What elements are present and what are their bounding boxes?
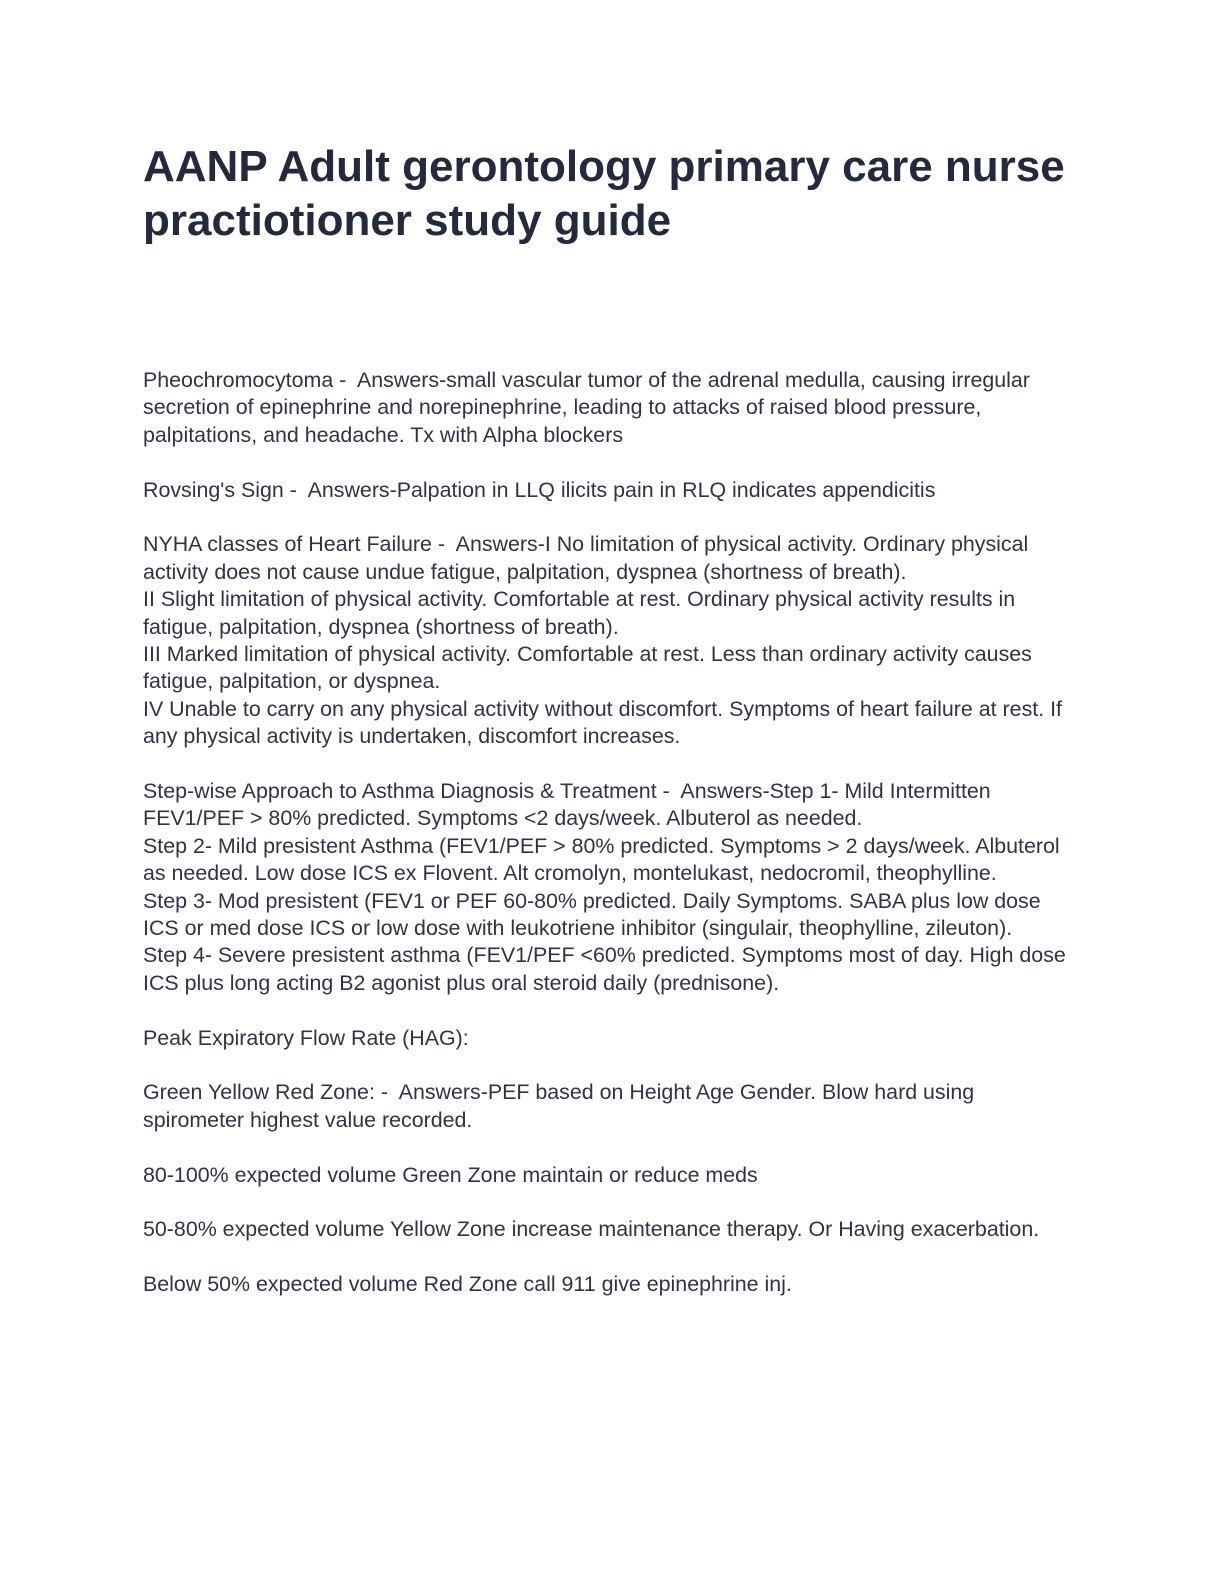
- entry-paragraph: [143, 477, 1073, 504]
- entry-separator: -: [374, 1080, 399, 1105]
- entry-answer: Answers-small vascular tumor of the adrenal medulla, causing irregular secretion of epinephrine and norepinephrine, leading to attacks of raised blood pressure, palpitations, and headache. Tx with Alpha blockers: [143, 368, 1030, 447]
- entry-rovsings-sign: [143, 477, 1073, 504]
- entry-peak-flow-heading: [143, 1025, 1073, 1052]
- entry-yellow-zone: [143, 1216, 1073, 1243]
- entry-paragraph: [143, 531, 1073, 586]
- document-title: AANP Adult gerontology primary care nurse practiotioner study guide: [143, 142, 1065, 245]
- entry-paragraph: Below 50% expected volume Red Zone call 911 give epinephrine inj.: [143, 1272, 792, 1297]
- entry-answer: Answers-I No limitation of physical activity. Ordinary physical activity does not cause undue fatigue, palpitation, dyspnea (shortness of breath).: [143, 532, 1029, 584]
- document-body: [143, 367, 1073, 1299]
- entry-answer: Answers-Palpation in LLQ ilicits pain in RLQ indicates appendicitis: [307, 477, 936, 502]
- entry-separator: -: [656, 779, 681, 804]
- entry-answer: Answers-PEF based on Height Age Gender. Blow hard using spirometer highest value recorded.: [143, 1080, 975, 1132]
- entry-zones: [143, 1079, 1073, 1134]
- entry-paragraph: Step 4- Severe presistent asthma (FEV1/PEF <60% predicted. Symptoms most of day. High dose ICS plus long acting B2 agonist plus oral steroid daily (prednisone).: [143, 943, 1066, 995]
- entry-paragraph: IV Unable to carry on any physical activity without discomfort. Symptoms of heart failure at rest. If any physical activity is undertaken, discomfort increases.: [143, 696, 1062, 749]
- entry-paragraph: 80-100% expected volume Green Zone maintain or reduce meds: [143, 1162, 758, 1187]
- entry-nyha-classes: [143, 531, 1073, 750]
- entry-paragraph: [143, 778, 1073, 833]
- document-page: [143, 140, 1073, 1326]
- entry-paragraph: [143, 367, 1073, 449]
- entry-term: Rovsing's Sign: [143, 477, 284, 502]
- entry-term: NYHA classes of Heart Failure: [143, 532, 432, 557]
- entry-term: Pheochromocytoma: [143, 368, 334, 392]
- entry-paragraph: Step 3- Mod presistent (FEV1 or PEF 60-80% predicted. Daily Symptoms. SABA plus low dose ICS or med dose ICS or low dose with leukotriene inhibitor (singulair, theophylline, zileuton).: [143, 888, 1041, 941]
- entry-asthma-stepwise: [143, 778, 1073, 997]
- entry-term: Step-wise Approach to Asthma Diagnosis & Treatment: [143, 779, 657, 804]
- entry-separator: -: [431, 532, 456, 557]
- entry-green-zone: [143, 1162, 1073, 1189]
- entry-paragraph: II Slight limitation of physical activity. Comfortable at rest. Ordinary physical activity results in fatigue, palpitation, dyspnea (shortness of breath).: [143, 587, 1016, 639]
- entry-term: Green Yellow Red Zone:: [143, 1080, 375, 1105]
- entry-paragraph: Peak Expiratory Flow Rate (HAG):: [143, 1025, 469, 1050]
- entry-paragraph: [143, 1079, 1073, 1134]
- entry-paragraph: III Marked limitation of physical activity. Comfortable at rest. Less than ordinary activity causes fatigue, palpitation, or dyspnea.: [143, 642, 1032, 694]
- entry-red-zone: [143, 1271, 1073, 1298]
- entry-paragraph: 50-80% expected volume Yellow Zone increase maintenance therapy. Or Having exacerbation.: [143, 1217, 1040, 1242]
- entry-separator: -: [333, 368, 358, 392]
- entry-pheochromocytoma: [143, 367, 1073, 449]
- entry-separator: -: [283, 477, 308, 502]
- entry-answer: Answers-Step 1- Mild Intermitten FEV1/PEF > 80% predicted. Symptoms <2 days/week. Albuterol as needed.: [143, 779, 991, 831]
- entry-paragraph: Step 2- Mild presistent Asthma (FEV1/PEF > 80% predicted. Symptoms > 2 days/week. Albuterol as needed. Low dose ICS ex Flovent. Alt cromolyn, montelukast, nedocromil, theophylline.: [143, 833, 1060, 886]
